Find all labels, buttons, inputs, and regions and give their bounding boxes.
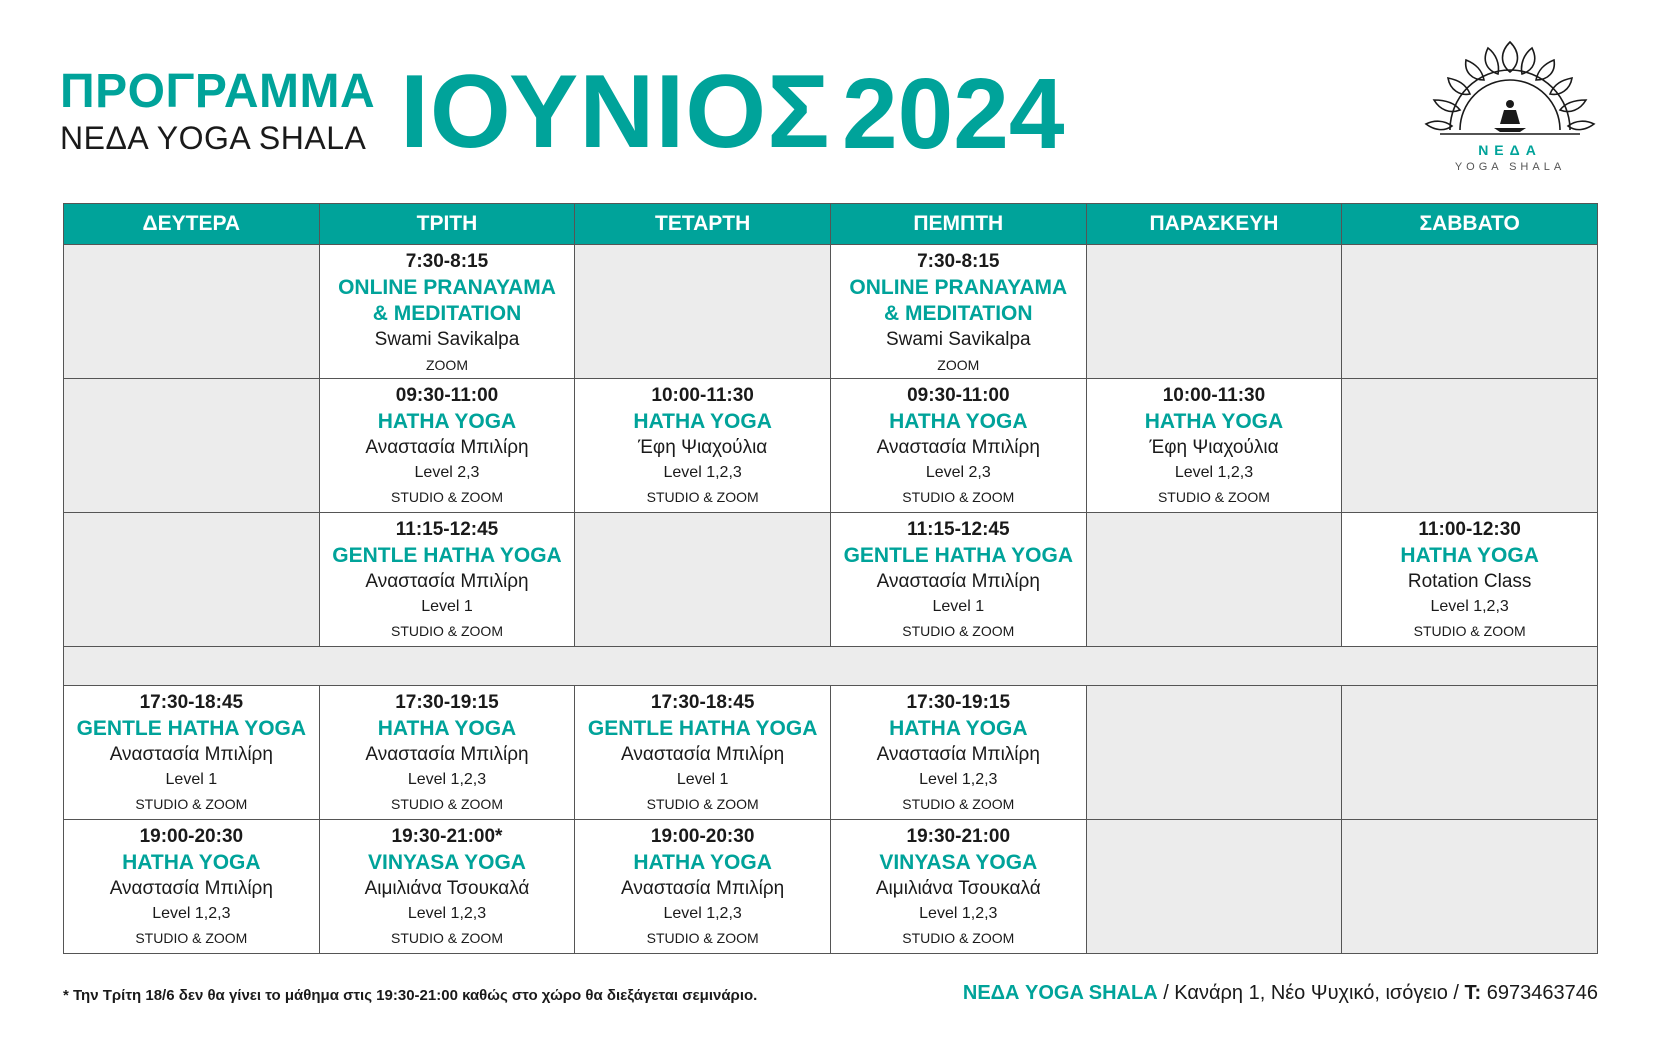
class-time: 19:00-20:30	[139, 826, 244, 847]
class-location: STUDIO & ZOOM	[902, 623, 1015, 639]
class-level: Level 1,2,3	[1430, 598, 1509, 615]
class-time: 11:00-12:30	[1418, 519, 1521, 540]
class-title: & MEDITATION	[372, 302, 522, 325]
footer-tel: 6973463746	[1481, 982, 1598, 1004]
empty-slot	[64, 379, 320, 513]
class-slot	[830, 820, 1086, 954]
class-time: 19:00-20:30	[650, 826, 755, 847]
empty-slot	[575, 513, 831, 647]
class-level: Level 1,2,3	[919, 771, 998, 788]
class-location: STUDIO & ZOOM	[390, 623, 503, 639]
class-location: STUDIO & ZOOM	[135, 796, 248, 812]
class-title: HATHA YOGA	[377, 717, 517, 740]
class-details	[320, 820, 575, 950]
empty-slot	[1086, 245, 1342, 379]
class-level: Level 1,2,3	[407, 905, 487, 922]
class-slot	[1342, 513, 1598, 647]
class-location: STUDIO & ZOOM	[902, 930, 1015, 946]
footer-tel-label: Τ:	[1464, 982, 1482, 1004]
schedule-row	[64, 379, 1598, 513]
class-details	[320, 379, 575, 509]
class-time: 11:15-12:45	[907, 519, 1010, 540]
class-details	[320, 245, 575, 377]
class-slot	[64, 820, 320, 954]
class-level: Level 1	[421, 598, 473, 615]
class-time: 10:00-11:30	[1162, 385, 1266, 406]
empty-slot	[1086, 686, 1342, 820]
class-location: STUDIO & ZOOM	[1413, 623, 1526, 639]
day-header-friday: ΠΑΡΑΣΚΕΥΗ	[1086, 204, 1342, 245]
class-title: HATHA YOGA	[889, 717, 1028, 740]
class-teacher: Αναστασία Μπιλίρη	[365, 744, 529, 765]
empty-slot	[1342, 379, 1598, 513]
class-details	[831, 513, 1086, 643]
schedule-row	[64, 513, 1598, 647]
class-teacher: Swami Savikalpa	[374, 329, 520, 350]
schedule-row	[64, 245, 1598, 379]
month-title: ΙΟΥΝΙΟΣ	[400, 54, 831, 170]
class-details	[831, 379, 1086, 509]
class-teacher: Αναστασία Μπιλίρη	[621, 744, 785, 765]
class-title: HATHA YOGA	[889, 410, 1028, 433]
class-slot	[830, 513, 1086, 647]
class-details	[1087, 379, 1342, 509]
class-title: HATHA YOGA	[1144, 410, 1284, 433]
class-location: STUDIO & ZOOM	[390, 930, 503, 946]
class-location: STUDIO & ZOOM	[135, 930, 248, 946]
class-title: & MEDITATION	[884, 302, 1033, 325]
class-title: GENTLE HATHA YOGA	[76, 717, 307, 740]
empty-slot	[1342, 820, 1598, 954]
class-slot	[830, 245, 1086, 379]
break-row	[64, 647, 1598, 686]
empty-slot	[1086, 820, 1342, 954]
day-header-saturday: ΣΑΒΒΑΤΟ	[1342, 204, 1598, 245]
break-cell	[64, 647, 1598, 686]
logo-subtitle: YOGA SHALA	[1454, 161, 1566, 173]
class-teacher: Rotation Class	[1407, 571, 1532, 592]
class-location: STUDIO & ZOOM	[646, 489, 759, 505]
class-level: Level 2,3	[925, 464, 991, 481]
class-teacher: Αιμιλιάνα Τσουκαλά	[875, 878, 1041, 899]
class-details	[831, 686, 1086, 816]
class-title: GENTLE HATHA YOGA	[332, 544, 562, 567]
class-title: VINYASA YOGA	[879, 851, 1038, 874]
class-details	[320, 686, 575, 816]
class-level: Level 1	[676, 771, 729, 788]
class-time: 17:30-18:45	[139, 692, 244, 713]
footer-studio-name: ΝΕΔΑ YOGA SHALA	[962, 982, 1158, 1004]
class-teacher: Αναστασία Μπιλίρη	[109, 878, 273, 899]
class-time: 10:00-11:30	[651, 385, 754, 406]
class-slot	[575, 820, 831, 954]
class-slot	[319, 245, 575, 379]
footnote: * Την Τρίτη 18/6 δεν θα γίνει το μάθημα στις 19:30-21:00 καθώς στο χώρο θα διεξάγεται σεμινάριο.	[63, 987, 758, 1004]
class-time: 7:30-8:15	[917, 251, 1000, 272]
class-details	[831, 245, 1086, 377]
class-time: 7:30-8:15	[405, 251, 489, 272]
class-time: 11:15-12:45	[395, 519, 499, 540]
class-slot	[319, 820, 575, 954]
class-title: HATHA YOGA	[633, 410, 772, 433]
class-slot	[830, 379, 1086, 513]
class-title: ONLINE PRANAYAMA	[338, 276, 556, 299]
class-location: STUDIO & ZOOM	[646, 930, 759, 946]
class-details	[64, 686, 319, 816]
class-teacher: Αιμιλιάνα Τσουκαλά	[364, 878, 530, 899]
day-header-thursday: ΠΕΜΠΤΗ	[830, 204, 1086, 245]
class-slot	[319, 686, 575, 820]
day-header-row	[64, 204, 1598, 245]
footer-address: / Κανάρη 1, Νέο Ψυχικό, ισόγειο /	[1157, 982, 1465, 1004]
class-teacher: Αναστασία Μπιλίρη	[365, 571, 529, 592]
class-location: ZOOM	[937, 357, 980, 373]
class-teacher: Αναστασία Μπιλίρη	[621, 878, 785, 899]
class-title: HATHA YOGA	[377, 410, 517, 433]
class-teacher: Αναστασία Μπιλίρη	[365, 437, 529, 458]
schedule-header	[64, 204, 1598, 245]
schedule-table	[63, 203, 1598, 954]
year-title: 2024	[842, 58, 1065, 170]
class-details	[320, 513, 575, 643]
class-level: Level 1,2,3	[152, 905, 231, 922]
class-slot	[575, 686, 831, 820]
class-slot	[830, 686, 1086, 820]
class-level: Level 1,2,3	[663, 464, 742, 481]
class-teacher: Έφη Ψιαχούλια	[638, 437, 768, 458]
class-time: 17:30-19:15	[906, 692, 1011, 713]
class-details	[1342, 513, 1597, 643]
schedule-row	[64, 686, 1598, 820]
class-level: Level 1	[932, 598, 985, 615]
class-location: STUDIO & ZOOM	[646, 796, 759, 812]
class-teacher: Έφη Ψιαχούλια	[1149, 437, 1279, 458]
class-level: Level 1,2,3	[663, 905, 742, 922]
class-level: Level 1,2,3	[919, 905, 998, 922]
footer-contact	[963, 982, 1598, 1005]
class-slot	[319, 513, 575, 647]
class-teacher: Αναστασία Μπιλίρη	[876, 437, 1040, 458]
class-time: 19:30-21:00	[906, 826, 1011, 847]
empty-slot	[64, 245, 320, 379]
class-level: Level 2,3	[414, 464, 480, 481]
empty-slot	[1086, 513, 1342, 647]
class-slot	[64, 686, 320, 820]
class-slot	[319, 379, 575, 513]
class-level: Level 1	[165, 771, 218, 788]
day-header-tuesday: ΤΡΙΤΗ	[319, 204, 575, 245]
class-teacher: Αναστασία Μπιλίρη	[109, 744, 273, 765]
empty-slot	[1342, 686, 1598, 820]
empty-slot	[1342, 245, 1598, 379]
class-location: ZOOM	[425, 357, 468, 373]
class-slot	[575, 379, 831, 513]
class-teacher: Swami Savikalpa	[885, 329, 1031, 350]
class-details	[575, 820, 830, 950]
class-details	[64, 820, 319, 950]
schedule-body	[64, 245, 1598, 954]
class-time: 19:30-21:00*	[391, 826, 503, 847]
class-title: HATHA YOGA	[122, 851, 261, 874]
class-teacher: Αναστασία Μπιλίρη	[876, 571, 1040, 592]
class-location: STUDIO & ZOOM	[1157, 489, 1270, 505]
class-time: 17:30-19:15	[395, 692, 499, 713]
class-location: STUDIO & ZOOM	[902, 489, 1015, 505]
class-details	[575, 686, 830, 816]
day-header-wednesday: ΤΕΤΑΡΤΗ	[575, 204, 831, 245]
day-header-monday: ΔΕΥΤΕΡΑ	[64, 204, 320, 245]
empty-slot	[575, 245, 831, 379]
class-time: 17:30-18:45	[650, 692, 755, 713]
class-location: STUDIO & ZOOM	[902, 796, 1015, 812]
class-teacher: Αναστασία Μπιλίρη	[876, 744, 1040, 765]
class-slot	[1086, 379, 1342, 513]
class-time: 09:30-11:00	[395, 385, 499, 406]
class-location: STUDIO & ZOOM	[390, 796, 503, 812]
class-title: GENTLE HATHA YOGA	[587, 717, 818, 740]
schedule-row	[64, 820, 1598, 954]
class-level: Level 1,2,3	[1174, 464, 1254, 481]
studio-subheading: ΝΕΔΑ YOGA SHALA	[60, 120, 367, 156]
class-details	[831, 820, 1086, 950]
programme-heading: ΠΡΟΓΡΑΜΜΑ	[60, 65, 376, 118]
class-title: GENTLE HATHA YOGA	[843, 544, 1074, 567]
empty-slot	[64, 513, 320, 647]
class-title: VINYASA YOGA	[368, 851, 526, 874]
logo-name: ΝΕΔΑ	[1478, 142, 1542, 158]
class-details	[575, 379, 830, 509]
class-time: 09:30-11:00	[907, 385, 1010, 406]
class-title: HATHA YOGA	[1400, 544, 1539, 567]
class-location: STUDIO & ZOOM	[390, 489, 503, 505]
class-level: Level 1,2,3	[407, 771, 487, 788]
class-title: ONLINE PRANAYAMA	[849, 276, 1068, 299]
class-title: HATHA YOGA	[633, 851, 772, 874]
